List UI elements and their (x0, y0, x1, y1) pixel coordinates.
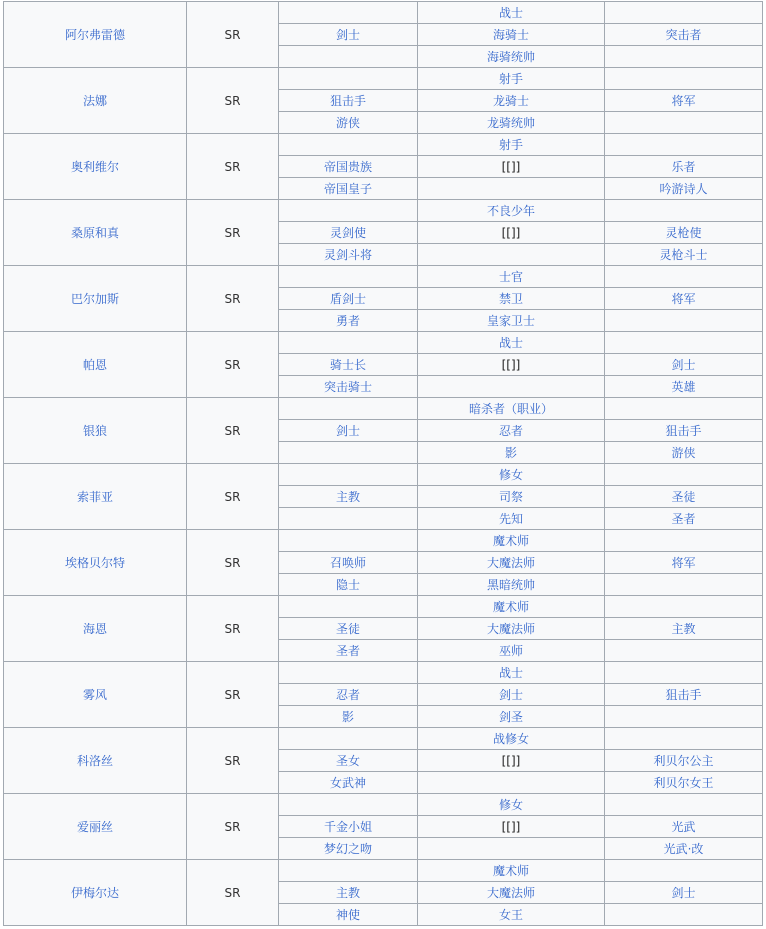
character-name-link[interactable]: 爱丽丝 (4, 794, 187, 860)
table-row (4, 860, 763, 882)
table-row (4, 266, 763, 288)
class-link[interactable]: 忍者 (418, 420, 605, 442)
class-link[interactable]: 灵枪斗士 (605, 244, 763, 266)
table-row (4, 68, 763, 90)
class-link[interactable]: 大魔法师 (418, 552, 605, 574)
class-link[interactable]: 女王 (418, 904, 605, 926)
class-cell-empty (605, 904, 763, 926)
table-row (4, 530, 763, 552)
rarity-cell: SR (187, 68, 279, 134)
character-name-link[interactable]: 帕恩 (4, 332, 187, 398)
class-placeholder-cell: [[]] (418, 222, 605, 244)
class-link[interactable]: 皇家卫士 (418, 310, 605, 332)
character-name-link[interactable]: 索菲亚 (4, 464, 187, 530)
class-cell-empty (279, 46, 418, 68)
character-name-link[interactable]: 巴尔加斯 (4, 266, 187, 332)
class-link[interactable]: 剑士 (418, 684, 605, 706)
class-link[interactable]: 狙击手 (279, 90, 418, 112)
class-cell-empty (418, 178, 605, 200)
character-class-table (3, 1, 763, 926)
class-cell-empty (605, 310, 763, 332)
class-cell-empty (279, 200, 418, 222)
class-link[interactable]: 大魔法师 (418, 882, 605, 904)
class-link[interactable]: 主教 (279, 882, 418, 904)
class-cell-empty (605, 662, 763, 684)
character-name-link[interactable]: 埃格贝尔特 (4, 530, 187, 596)
class-link[interactable]: 不良少年 (418, 200, 605, 222)
rarity-cell: SR (187, 728, 279, 794)
class-placeholder-cell: [[]] (418, 156, 605, 178)
class-cell-empty (605, 464, 763, 486)
class-link[interactable]: 灵剑斗将 (279, 244, 418, 266)
class-link[interactable]: 将军 (605, 552, 763, 574)
class-link[interactable]: 龙骑统帅 (418, 112, 605, 134)
class-link[interactable]: 龙骑士 (418, 90, 605, 112)
class-link[interactable]: 战士 (418, 662, 605, 684)
class-link[interactable]: 忍者 (279, 684, 418, 706)
table-row (4, 662, 763, 684)
class-cell-empty (605, 640, 763, 662)
class-link[interactable]: 帝国皇子 (279, 178, 418, 200)
table-row (4, 2, 763, 24)
class-cell-empty (605, 134, 763, 156)
character-name-link[interactable]: 阿尔弗雷德 (4, 2, 187, 68)
class-link[interactable]: 圣女 (279, 750, 418, 772)
class-link[interactable]: 黑暗统帅 (418, 574, 605, 596)
rarity-cell: SR (187, 266, 279, 332)
rarity-cell: SR (187, 596, 279, 662)
table-row (4, 596, 763, 618)
rarity-cell: SR (187, 200, 279, 266)
character-name-link[interactable]: 桑原和真 (4, 200, 187, 266)
class-link[interactable]: 主教 (279, 486, 418, 508)
class-cell-empty (279, 860, 418, 882)
class-cell-empty (605, 266, 763, 288)
class-link[interactable]: 乐者 (605, 156, 763, 178)
rarity-cell: SR (187, 860, 279, 926)
class-cell-empty (605, 398, 763, 420)
class-link[interactable]: 射手 (418, 68, 605, 90)
class-link[interactable]: 圣者 (279, 640, 418, 662)
class-cell-empty (279, 2, 418, 24)
class-cell-empty (279, 332, 418, 354)
class-link[interactable]: 海骑统帅 (418, 46, 605, 68)
class-link[interactable]: 战修女 (418, 728, 605, 750)
class-link[interactable]: 射手 (418, 134, 605, 156)
table-row (4, 728, 763, 750)
rarity-cell: SR (187, 134, 279, 200)
class-link[interactable]: 圣徒 (279, 618, 418, 640)
class-link[interactable]: 魔术师 (418, 860, 605, 882)
class-link[interactable]: 游侠 (279, 112, 418, 134)
character-name-link[interactable]: 海恩 (4, 596, 187, 662)
character-name-link[interactable]: 科洛丝 (4, 728, 187, 794)
class-link[interactable]: 勇者 (279, 310, 418, 332)
class-cell-empty (279, 398, 418, 420)
class-link[interactable]: 司祭 (418, 486, 605, 508)
class-link[interactable]: 梦幻之吻 (279, 838, 418, 860)
class-link[interactable]: 暗杀者（职业） (418, 398, 605, 420)
class-link[interactable]: 突击骑士 (279, 376, 418, 398)
class-link[interactable]: 圣者 (605, 508, 763, 530)
class-link[interactable]: 千金小姐 (279, 816, 418, 838)
class-cell-empty (605, 574, 763, 596)
class-cell-empty (605, 46, 763, 68)
table-body (4, 2, 763, 926)
class-link[interactable]: 禁卫 (418, 288, 605, 310)
class-cell-empty (279, 266, 418, 288)
character-name-link[interactable]: 银狼 (4, 398, 187, 464)
class-link[interactable]: 召唤师 (279, 552, 418, 574)
class-cell-empty (605, 2, 763, 24)
rarity-cell: SR (187, 398, 279, 464)
class-link[interactable]: 剑士 (605, 882, 763, 904)
class-link[interactable]: 魔术师 (418, 596, 605, 618)
class-link[interactable]: 剑士 (605, 354, 763, 376)
rarity-cell: SR (187, 530, 279, 596)
class-cell-empty (605, 332, 763, 354)
class-link[interactable]: 大魔法师 (418, 618, 605, 640)
class-cell-empty (279, 728, 418, 750)
class-link[interactable]: 英雄 (605, 376, 763, 398)
class-cell-empty (279, 508, 418, 530)
class-cell-empty (279, 464, 418, 486)
class-cell-empty (605, 68, 763, 90)
class-cell-empty (279, 530, 418, 552)
class-link[interactable]: 剑圣 (418, 706, 605, 728)
class-cell-empty (605, 794, 763, 816)
class-link[interactable]: 战士 (418, 2, 605, 24)
class-cell-empty (605, 706, 763, 728)
class-cell-empty (418, 376, 605, 398)
table-row (4, 464, 763, 486)
class-link[interactable]: 先知 (418, 508, 605, 530)
class-cell-empty (605, 860, 763, 882)
table-row (4, 794, 763, 816)
class-placeholder-cell: [[]] (418, 816, 605, 838)
table-row (4, 134, 763, 156)
class-cell-empty (279, 794, 418, 816)
class-link[interactable]: 剑士 (279, 420, 418, 442)
class-cell-empty (605, 112, 763, 134)
class-link[interactable]: 帝国贵族 (279, 156, 418, 178)
class-link[interactable]: 影 (418, 442, 605, 464)
class-link[interactable]: 狙击手 (605, 684, 763, 706)
class-cell-empty (418, 244, 605, 266)
class-link[interactable]: 圣徒 (605, 486, 763, 508)
rarity-cell: SR (187, 2, 279, 68)
class-link[interactable]: 光武·改 (605, 838, 763, 860)
class-link[interactable]: 狙击手 (605, 420, 763, 442)
class-link[interactable]: 灵枪使 (605, 222, 763, 244)
class-link[interactable]: 巫师 (418, 640, 605, 662)
class-cell-empty (279, 442, 418, 464)
class-placeholder-cell: [[]] (418, 750, 605, 772)
table-row (4, 200, 763, 222)
class-link[interactable]: 修女 (418, 794, 605, 816)
rarity-cell: SR (187, 332, 279, 398)
class-cell-empty (418, 838, 605, 860)
class-link[interactable]: 骑士长 (279, 354, 418, 376)
class-link[interactable]: 盾剑士 (279, 288, 418, 310)
character-name-link[interactable]: 雾风 (4, 662, 187, 728)
class-link[interactable]: 剑士 (279, 24, 418, 46)
class-link[interactable]: 光武 (605, 816, 763, 838)
rarity-cell: SR (187, 464, 279, 530)
class-link[interactable]: 修女 (418, 464, 605, 486)
character-name-link[interactable]: 奥利维尔 (4, 134, 187, 200)
class-link[interactable]: 主教 (605, 618, 763, 640)
class-cell-empty (279, 68, 418, 90)
character-name-link[interactable]: 法娜 (4, 68, 187, 134)
class-link[interactable]: 神使 (279, 904, 418, 926)
class-link[interactable]: 游侠 (605, 442, 763, 464)
class-link[interactable]: 女武神 (279, 772, 418, 794)
class-link[interactable]: 士官 (418, 266, 605, 288)
class-link[interactable]: 战士 (418, 332, 605, 354)
class-link[interactable]: 吟游诗人 (605, 178, 763, 200)
class-cell-empty (605, 728, 763, 750)
class-link[interactable]: 影 (279, 706, 418, 728)
class-link[interactable]: 海骑士 (418, 24, 605, 46)
class-cell-empty (605, 200, 763, 222)
class-link[interactable]: 突击者 (605, 24, 763, 46)
class-link[interactable]: 将军 (605, 288, 763, 310)
class-placeholder-cell: [[]] (418, 354, 605, 376)
rarity-cell: SR (187, 794, 279, 860)
class-cell-empty (605, 596, 763, 618)
class-link[interactable]: 利贝尔女王 (605, 772, 763, 794)
table-row (4, 332, 763, 354)
class-cell-empty (605, 530, 763, 552)
class-cell-empty (418, 772, 605, 794)
class-link[interactable]: 利贝尔公主 (605, 750, 763, 772)
table-row (4, 398, 763, 420)
character-name-link[interactable]: 伊梅尔达 (4, 860, 187, 926)
rarity-cell: SR (187, 662, 279, 728)
class-cell-empty (279, 596, 418, 618)
class-cell-empty (279, 662, 418, 684)
class-cell-empty (279, 134, 418, 156)
class-link[interactable]: 隐士 (279, 574, 418, 596)
class-link[interactable]: 将军 (605, 90, 763, 112)
class-link[interactable]: 魔术师 (418, 530, 605, 552)
class-link[interactable]: 灵剑使 (279, 222, 418, 244)
